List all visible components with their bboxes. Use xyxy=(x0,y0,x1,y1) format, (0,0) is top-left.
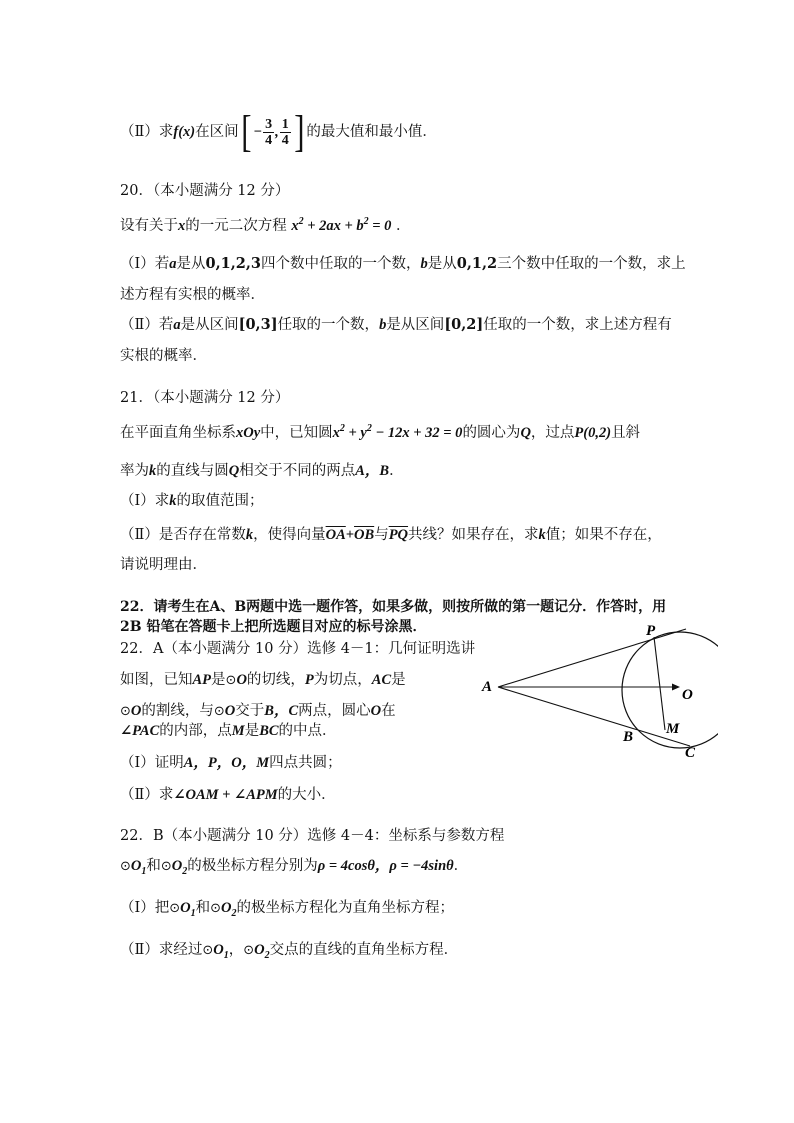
fraction-right: $\frac{1}{4}$ xyxy=(281,116,289,148)
vector-oa: $\overline{OA}$ xyxy=(325,527,346,543)
line-pm xyxy=(654,637,665,730)
vector-pq: $\overline{PQ}$ xyxy=(388,527,409,543)
right-bracket: ] xyxy=(293,107,305,156)
q20-equation: $x^2 + 2ax + b^2 = 0$ xyxy=(291,216,392,234)
q20-part2: （Ⅱ）若a是从区间[0,3]任取的一个数，b是从区间[0,2]任取的一个数，求上述方程有 xyxy=(120,316,672,333)
q21-header: 21．（本小题满分 12 分） xyxy=(120,390,290,406)
label-m: M xyxy=(666,721,680,737)
tangent-line-ap xyxy=(498,629,686,687)
q22a-part2: （Ⅱ）求∠OAM + ∠APM的大小． xyxy=(120,787,336,803)
q22a-line1: 如图，已知AP是⊙O的切线，P为切点，AC是 xyxy=(120,672,406,688)
q20-part1-line2: 述方程有实根的概率． xyxy=(120,287,265,303)
q20-stem: 设有关于x的一元二次方程 $x^2 + 2ax + b^2 = 0$ ． xyxy=(120,216,411,234)
vector-ob: $\overline{OB}$ xyxy=(354,527,375,543)
q21-circle-equation: $x^2 + y^2 - 12x + 32 = 0$ xyxy=(332,423,463,441)
fraction-left: $\frac{3}{4}$ xyxy=(265,116,273,148)
label-o: O xyxy=(682,687,693,703)
q22a-header: 22．A（本小题满分 10 分）选修 4－1：几何证明选讲 xyxy=(120,641,476,657)
label-b: B xyxy=(623,729,634,745)
q22a-line3: ∠PAC的内部，点M是BC的中点． xyxy=(120,723,337,739)
label-a: A xyxy=(482,679,493,695)
q22-instruction-line2: 2B 铅笔在答题卡上把所选题目对应的标号涂黑． xyxy=(120,619,427,635)
q20-header: 20．（本小题满分 12 分） xyxy=(120,183,290,199)
q21-stem: 在平面直角坐标系xOy中，已知圆$x^2 + y^2 - 12x + 32 = 0$的圆心为Q，过点P(0,2)且斜 xyxy=(120,423,641,441)
q21-part2: （Ⅱ）是否存在常数k，使得向量$\overline{OA}+\overline{OB}$与$\overline{PQ}$共线？如果存在，求k值；如果不存在， xyxy=(120,527,662,543)
q21-part1: （Ⅰ）求k的取值范围； xyxy=(120,493,264,509)
q22b-header: 22．B（本小题满分 10 分）选修 4－4：坐标系与参数方程 xyxy=(120,828,505,844)
label-c: C xyxy=(685,745,696,760)
q22b-line1: $⊙O_1$和$⊙O_2$的极坐标方程分别为ρ = 4cosθ，ρ = −4sinθ． xyxy=(120,858,469,877)
q20-part1: （Ⅰ）若a是从0,1,2,3四个数中任取的一个数，b是从0,1,2三个数中任取的一个数，求上 xyxy=(120,255,686,272)
q22b-part1: （Ⅰ）把$⊙O_1$和$⊙O_2$的极坐标方程化为直角坐标方程； xyxy=(120,900,455,919)
label-p: P xyxy=(646,623,656,639)
q22a-line2: ⊙O的割线，与⊙O交于B，C两点，圆心O在 xyxy=(120,703,396,719)
q21-part2-line2: 请说明理由． xyxy=(120,557,207,573)
q21-stem-line2: 率为k的直线与圆Q相交于不同的两点A，B． xyxy=(120,463,404,479)
q22-instruction-line1: 22．请考生在A、B两题中选一题作答，如果多做，则按所做的第一题记分．作答时，用 xyxy=(120,599,667,615)
left-bracket: [ xyxy=(240,107,252,156)
geometry-figure xyxy=(478,620,718,760)
q20-part2-line2: 实根的概率． xyxy=(120,348,207,364)
q22a-part1: （Ⅰ）证明A，P，O，M四点共圆； xyxy=(120,755,342,771)
q19-part2-line: （Ⅱ）求f(x)在区间[ − $\frac{3}{4}$ , $\frac{1}{4}$ ] 的最大值和最小值． xyxy=(120,107,437,156)
q22b-part2: （Ⅱ）求经过$⊙O_1$，$⊙O_2$交点的直线的直角坐标方程． xyxy=(120,942,459,961)
function-fx: f(x) xyxy=(173,124,196,140)
arrow-head xyxy=(672,684,680,691)
